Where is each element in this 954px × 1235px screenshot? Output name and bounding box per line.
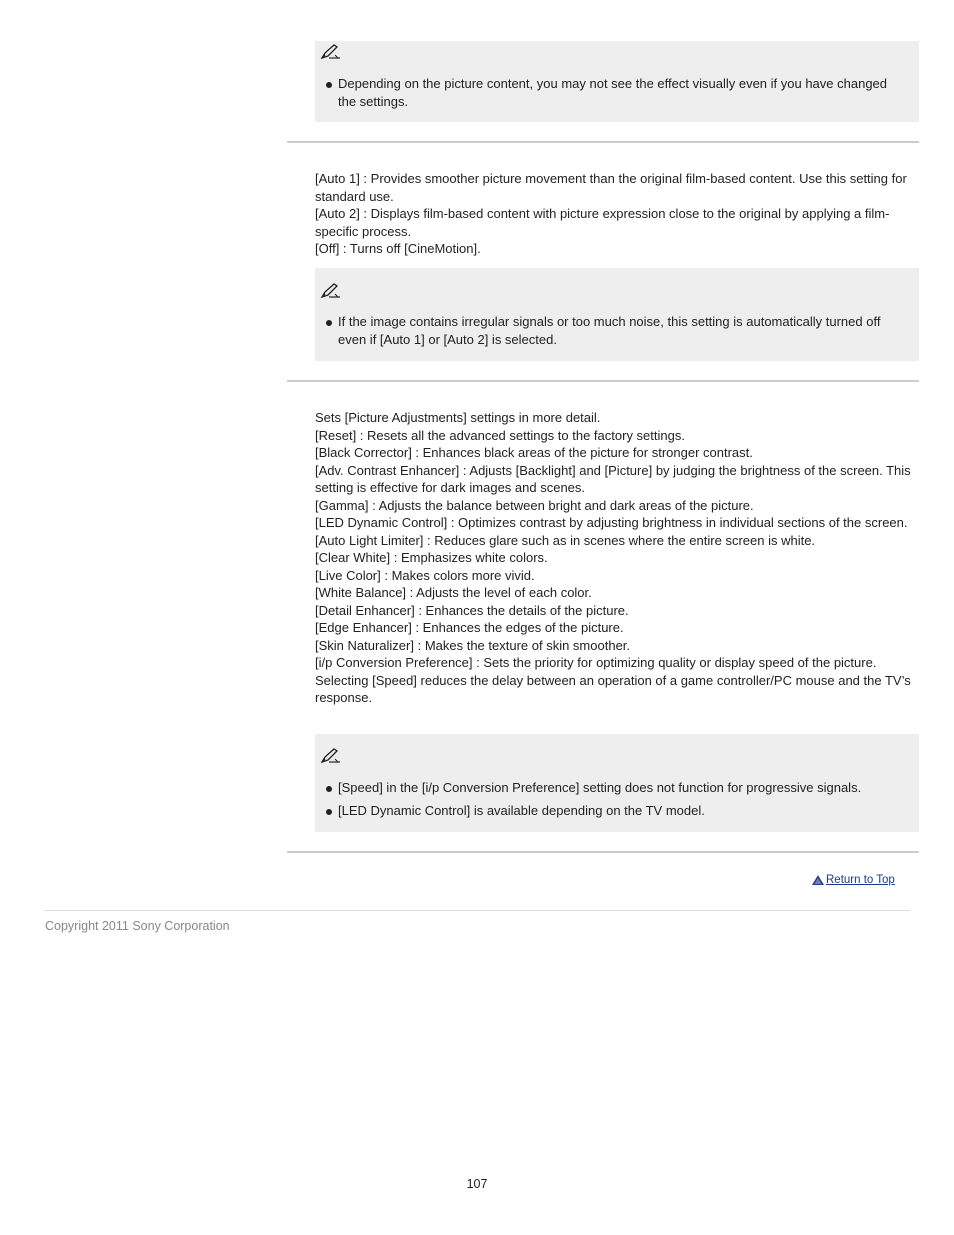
pencil-note-icon — [320, 283, 342, 299]
advanced-contrast-enhancer: [Adv. Contrast Enhancer] : Adjusts [Backlight] and [Picture] by judging the brightness of the screen. This setting is effective for dark images and scenes. — [315, 462, 911, 495]
bullet-icon — [326, 82, 332, 88]
advanced-intro: Sets [Picture Adjustments] settings in more detail. — [315, 410, 601, 425]
advanced-clear-white: [Clear White] : Emphasizes white colors. — [315, 550, 548, 565]
advanced-auto-light-limiter: [Auto Light Limiter] : Reduces glare such as in scenes where the entire screen is white. — [315, 532, 816, 548]
note-list-2 — [315, 313, 907, 353]
note-list-3 — [315, 779, 907, 824]
advanced-detail-enhancer: [Detail Enhancer] : Enhances the details of the picture. — [315, 602, 629, 618]
note-box-1 — [315, 41, 919, 122]
footer-divider — [44, 910, 910, 911]
advanced-reset: [Reset] : Resets all the advanced settings to the factory settings. — [315, 427, 685, 443]
note-list-1 — [315, 75, 907, 115]
note-text: Depending on the picture content, you may not see the effect visually even if you have changed the settings. — [338, 76, 888, 109]
page-number: 107 — [466, 1177, 488, 1191]
advanced-gamma: [Gamma] : Adjusts the balance between bright and dark areas of the picture. — [315, 497, 754, 513]
bullet-icon — [326, 320, 332, 326]
advanced-led-dynamic-control: [LED Dynamic Control] : Optimizes contrast by adjusting brightness in individual sections of the screen. — [315, 515, 908, 530]
advanced-white-balance: [White Balance] : Adjusts the level of each color. — [315, 585, 592, 600]
note-item — [315, 779, 907, 797]
bullet-icon — [326, 809, 332, 815]
section-divider — [287, 380, 919, 382]
note-item — [315, 313, 907, 348]
return-to-top-link[interactable] — [812, 874, 895, 886]
note-item — [315, 75, 907, 110]
up-triangle-icon — [812, 875, 824, 885]
section-divider — [287, 851, 919, 853]
advanced-skin-naturalizer: [Skin Naturalizer] : Makes the texture of skin smoother. — [315, 637, 631, 653]
advanced-settings-description — [315, 409, 919, 707]
note-text: If the image contains irregular signals or too much noise, this setting is automatically turned off even if [Auto 1] or [Auto 2] is selected. — [338, 314, 881, 347]
advanced-live-color: [Live Color] : Makes colors more vivid. — [315, 567, 535, 583]
bullet-icon — [326, 786, 332, 792]
note-item — [315, 802, 907, 820]
note-box-2 — [315, 268, 919, 361]
copyright-text: Copyright 2011 Sony Corporation — [45, 919, 230, 933]
advanced-edge-enhancer: [Edge Enhancer] : Enhances the edges of the picture. — [315, 620, 624, 635]
note-box-3 — [315, 734, 919, 832]
advanced-black-corrector: [Black Corrector] : Enhances black areas of the picture for stronger contrast. — [315, 445, 753, 460]
note-text: [Speed] in the [i/p Conversion Preference] setting does not function for progressive signals. — [338, 780, 862, 795]
cinemotion-description — [315, 170, 919, 258]
cinemotion-off: [Off] : Turns off [CineMotion]. — [315, 241, 481, 256]
pencil-note-icon — [320, 44, 342, 60]
cinemotion-auto1: [Auto 1] : Provides smoother picture movement than the original film-based content. Use this setting for standard use. — [315, 171, 907, 204]
section-divider — [287, 141, 919, 143]
pencil-note-icon — [320, 748, 342, 764]
cinemotion-auto2: [Auto 2] : Displays film-based content with picture expression close to the original by applying a film-specific process. — [315, 206, 890, 239]
advanced-ip-conversion: [i/p Conversion Preference] : Sets the priority for optimizing quality or display speed of the picture. Selecting [Speed] reduces the delay between an operation of a game controller/PC mouse and the TV’s response. — [315, 655, 911, 705]
return-to-top-label: Return to Top — [826, 874, 895, 886]
note-text: [LED Dynamic Control] is available depending on the TV model. — [338, 802, 705, 818]
